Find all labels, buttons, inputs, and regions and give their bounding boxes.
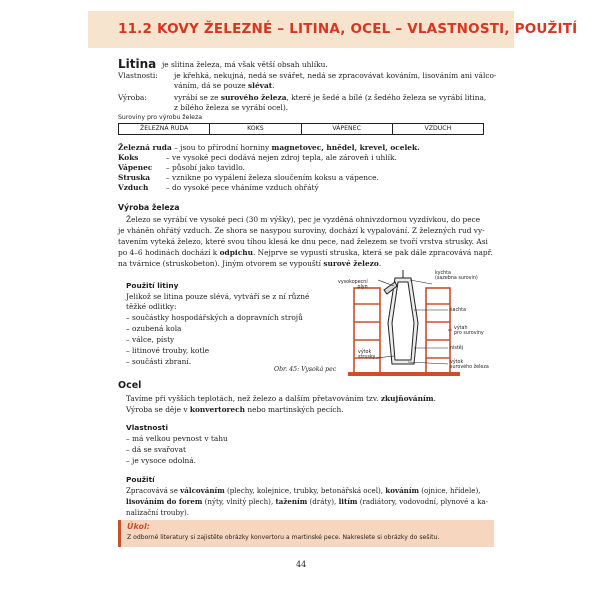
litina-vyroba-line2: z bílého železa se vyrábí ocel). [174, 103, 289, 112]
ground-line [348, 372, 460, 376]
suroviny-table [118, 123, 484, 135]
table-cell-ruda: ŽELEZNÁ RUDA [119, 124, 210, 134]
pouziti-litiny-title: Použití litiny [126, 281, 179, 290]
vyroba-line1: Železo se vyrábí ve vysoké peci (30 m výšky), pec je vyzděná ohnivzdornou vyzdívkou, do pece [126, 215, 481, 224]
list-item: – součásti zbraní. [126, 357, 192, 366]
surovina-item: Železná ruda – jsou to přírodní horniny magnetovec, hnědel, krevel, ocelek. [118, 143, 420, 152]
vyroba-line4: po 4–6 hodinách dochází k odpichu. Nejprve se vypustí struska, která se pak dále zpracovává např. [118, 248, 493, 257]
vyroba-line3: tavením vyteká železo, které svou tíhou klesá ke dnu pece, nad železem se tvoří vrstva strusky. Asi [118, 237, 488, 246]
label-line [410, 280, 432, 284]
ocel-line2: Výroba se děje v konvertorech nebo martinských pecích. [126, 405, 344, 414]
label-nistej: nístěj [450, 346, 464, 351]
section-heading-bar [88, 11, 578, 48]
ocel-pouziti-title: Použití [126, 475, 155, 484]
label-vytok-strusky: výtok strusky [358, 350, 376, 360]
label-vytah: výtah pro suroviny [454, 326, 484, 336]
list-item: – je vysoce odolná. [126, 456, 197, 465]
ocel-pouziti-line1: Zpracovává se válcováním (plechy, kolejnice, trubky, betonářská ocel), kováním (ojnice, hřídele), [126, 486, 481, 495]
list-item: – litinové trouby, kotle [126, 346, 210, 355]
label-sachta: šachta [450, 308, 466, 313]
label-plyn: vysokopecní plyn [338, 280, 368, 290]
ocel-title: Ocel [118, 380, 142, 391]
litina-title: Litina [118, 57, 157, 71]
surovina-term: Koks [118, 153, 139, 162]
litina-vlastnosti-label: Vlastnosti: [118, 71, 158, 80]
litina-vyroba-label: Výroba: [118, 93, 147, 102]
surovina-term: Struska [118, 173, 151, 182]
table-cell-vapenec: VÁPENEC [302, 124, 393, 134]
litina-vlastnosti-line1: je křehká, nekujná, nedá se svářet, nedá se zpracovávat kováním, lisováním ani válco- [174, 71, 497, 80]
surovina-desc: – ve vysoké peci dodává nejen zdroj tepla, ale zároveň i uhlík. [166, 153, 397, 162]
surovina-term: Vápenec [118, 163, 153, 172]
list-item: – ozubená kola [126, 324, 182, 333]
label-line [378, 280, 394, 286]
table-cell-koks: KOKS [210, 124, 301, 134]
figure-caption: Obr. 45: Vysoká pec [274, 366, 337, 373]
pouziti-litiny-line2: těžké odlitky: [126, 302, 177, 311]
pouziti-litiny-line1: Jelikož se litina pouze slévá, vytváří se z ní různé [126, 292, 310, 301]
section-heading: 11.2 KOVY ŽELEZNÉ – LITINA, OCEL – VLASTNOSTI, POUŽITÍ [118, 21, 578, 37]
list-item: – válce, písty [126, 335, 175, 344]
litina-intro: je slitina železa, má však větší obsah uhlíku. [162, 60, 328, 69]
list-item: – součástky hospodářských a dopravních strojů [126, 313, 303, 322]
vyroba-line5: na tvárnice (struskobeton). Jiným otvorem se vypouští surové železo. [118, 259, 382, 268]
litina-vlastnosti-line2: váním, dá se pouze slévat. [174, 81, 275, 90]
vyroba-title: Výroba železa [118, 203, 180, 212]
label-kychta: kychta (sazebna surovin) [435, 271, 478, 281]
task-box [118, 520, 494, 547]
ocel-pouziti-line3: nalizační trouby). [126, 508, 190, 517]
task-text: Z odborné literatury si zajistěte obrázky konvertoru a martinské pece. Nakreslete si obrázky do sešitu. [127, 534, 440, 541]
textbook-page [88, 0, 578, 600]
surovina-desc: – působí jako tavidlo. [166, 163, 245, 172]
list-item: – dá se svařovat [126, 445, 186, 454]
ocel-line1: Tavíme při vyšších teplotách, než železo a dalším přetavováním tzv. zkujňováním. [126, 394, 436, 403]
litina-vyroba-line1: vyrábí se ze surového železa, které je šedé a bílé (z šedého železa se vyrábí litina, [174, 93, 487, 102]
surovina-desc: – do vysoké pece vháníme vzduch ohřátý [166, 183, 319, 192]
table-cell-vzduch: VZDUCH [424, 125, 452, 132]
task-title: Úkol: [127, 522, 150, 531]
list-item: – má velkou pevnost v tahu [126, 434, 228, 443]
vyroba-line2: je vháněn ohřátý vzduch. Ze shora se nasypou suroviny, dochází k vypalování. Z železných rud vy- [118, 226, 485, 235]
ocel-pouziti-line2: lisováním do forem (nýty, vlnitý plech), tažením (dráty), litím (radiátory, vodovodní, plynové a ka- [126, 497, 488, 506]
surovina-desc: – vznikne po vypálení železa sloučením koksu a vápence. [166, 173, 379, 182]
ocel-vlastnosti-title: Vlastnosti [126, 423, 168, 432]
suroviny-caption: Suroviny pro výrobu železa [118, 114, 203, 121]
label-vytok-zeleza: výtok surového železa [450, 360, 489, 370]
surovina-term: Vzduch [118, 183, 149, 192]
page-number: 44 [296, 560, 307, 569]
